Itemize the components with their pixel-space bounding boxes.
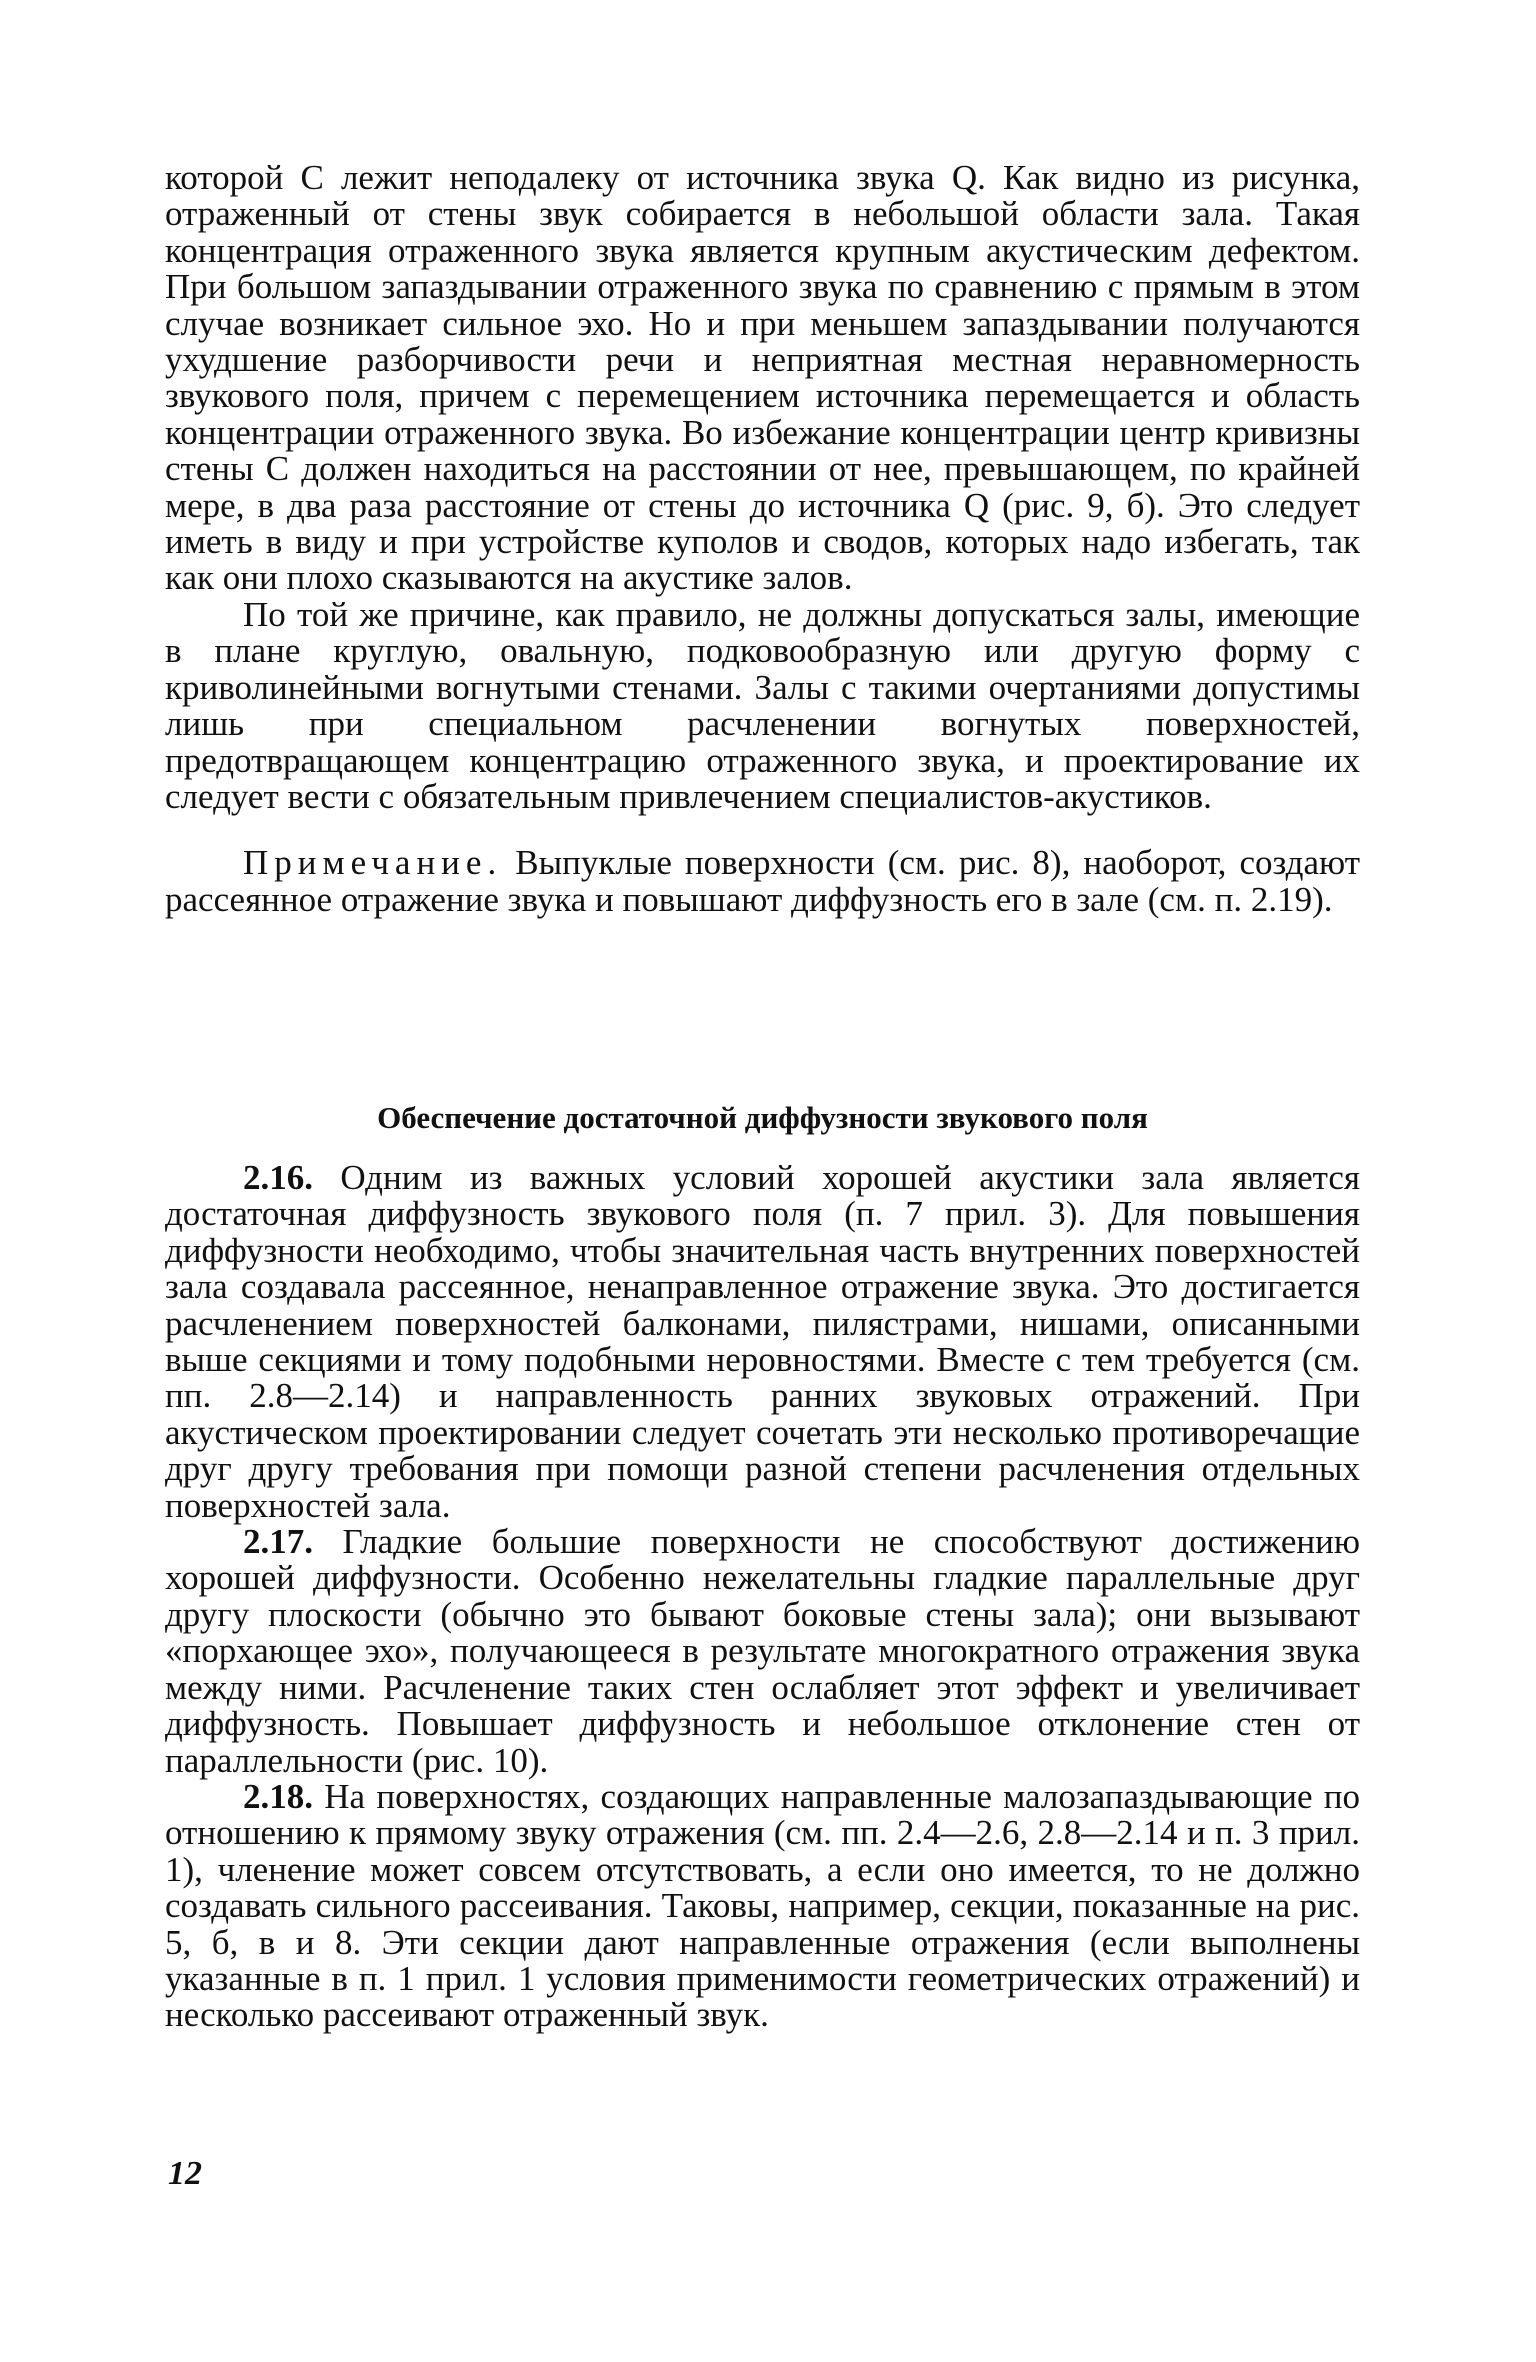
note-paragraph [165,845,1360,918]
clause-2-17 [165,1524,1360,1779]
body-text-top [165,160,1360,918]
spacer [165,815,1360,845]
section-heading: Обеспечение достаточной диффузности звукового поля [377,1100,1148,1135]
clause-2-18 [165,1776,1360,2035]
note-label: Примечание. [243,843,503,883]
clause-text: Гладкие большие поверхности не способствуют достижению хорошей диффузности. Особенно нежелательны гладкие параллельные друг другу плоскости (обычно это бывают боковые стены зала); они вызывают «порхающее эхо», получающееся в результате многократного отражения звука между ними. Расчленение таких стен ослабляет этот эффект и увеличивает диффузность. Повышает диффузность и небольшое отклонение стен от параллельности (рис. 10). [165,1522,1360,1780]
paragraph-curved-walls: По той же причине, как правило, не должны допускаться залы, имеющие в плане круглую, овальную, подковообразную или другую форму с криволинейными вогнутыми стенами. Залы с такими очертаниями допустимы лишь при специальном расчленении вогнутых поверхностей, предотвращающем концентрацию отраженного звука, и проектирование их следует вести с обязательным привлечением специалистов-акустиков. [165,594,1360,816]
clause-2-16 [165,1160,1360,1524]
note-text: Выпуклые поверхности (см. рис. 8), наоборот, создают рассеянное отражение звука и повышают диффузность его в зале (см. п. 2.19). [165,843,1360,919]
clause-number: 2.17. [243,1522,313,1562]
clause-text: Одним из важных условий хорошей акустики зала является достаточная диффузность звукового поля (п. 7 прил. 3). Для повышения диффузности необходимо, чтобы значительная часть внутренних поверхностей зала создавала рассеянное, ненаправленное отражение звука. Это достигается расчленением поверхностей балконами, пилястрами, нишами, описанными выше секциями и тому подобными неровностями. Вместе с тем требуется (см. пп. 2.8—2.14) и направленность ранних звуковых отражений. При акустическом проектировании следует сочетать эти несколько противоречащие друг другу требования при помощи разной степени расчленения отдельных поверхностей зала. [165,1158,1360,1525]
paragraph-continuation: которой С лежит неподалеку от источника звука Q. Как видно из рисунка, отраженный от стены звук собирается в небольшой области зала. Такая концентрация отраженного звука является крупным акустическим дефектом. При большом запаздывании отраженного звука по сравнению с прямым в этом случае возникает сильное эхо. Но и при меньшем запаздывании получаются ухудшение разборчивости речи и неприятная местная неравномерность звукового поля, причем с перемещением источника перемещается и область концентрации отраженного звука. Во избежание концентрации центр кривизны стены С должен находиться на расстоянии от нее, превышающем, по крайней мере, в два раза расстояние от стены до источника Q (рис. 9, б). Это следует иметь в виду и при устройстве куполов и сводов, которых надо избегать, так как они плохо сказываются на акустике залов. [165,158,1360,598]
body-text-bottom [165,1160,1360,2034]
clause-number: 2.16. [243,1158,313,1197]
clause-text: На поверхностях, создающих направленные малозапаздывающие по отношению к прямому звуку отражения (см. пп. 2.4—2.6, 2.8—2.14 и п. 3 прил. 1), членение может совсем отсутствовать, а если оно имеется, то не должно создавать сильного рассеивания. Таковы, например, секции, показанные на рис. 5, б, в и 8. Эти секции дают направленные отражения (если выполнены указанные в п. 1 прил. 1 условия применимости геометрических отражений) и несколько рассеивают отраженный звук. [165,1776,1360,2035]
page-number: 12 [168,2155,202,2192]
clause-number: 2.18. [243,1776,313,1816]
